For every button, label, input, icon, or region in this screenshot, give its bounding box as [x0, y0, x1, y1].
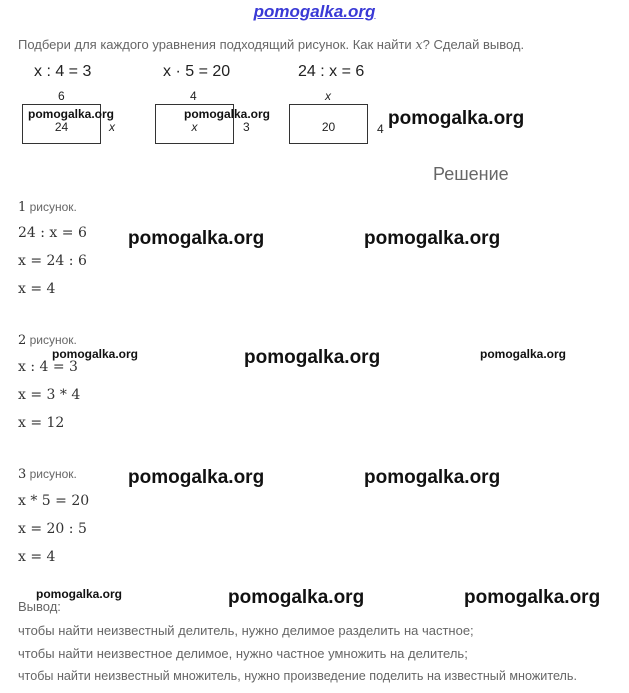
watermark: pomogalka.org	[52, 347, 139, 361]
solution-1-line-3: x = 4	[18, 281, 56, 297]
watermark: pomogalka.org	[364, 467, 501, 488]
solution-heading: Решение	[433, 164, 509, 184]
conclusion-line-1: чтобы найти неизвестный делитель, нужно делимое разделить на частное;	[18, 623, 474, 638]
site-title-link[interactable]: pomogalka.org	[253, 2, 376, 21]
conclusion-line-3: чтобы найти неизвестный множитель, нужно произведение поделить на известный множитель.	[18, 669, 577, 683]
solution-2-line-1: x : 4 = 3	[18, 359, 78, 375]
watermark: pomogalka.org	[464, 587, 601, 608]
watermark: pomogalka.org	[480, 347, 567, 361]
figure-1-inside-label: 24	[54, 120, 69, 134]
watermark: pomogalka.org	[184, 107, 271, 121]
task-text: Подбери для каждого уравнения подходящий рисунок. Как найти x? Сделай вывод.	[18, 37, 525, 53]
figure-3-side-label: 4	[377, 122, 384, 136]
watermark: pomogalka.org	[388, 108, 525, 129]
solution-1-line-2: x = 24 : 6	[18, 253, 87, 269]
solution-2-label: 2 рисунок.	[18, 333, 77, 348]
conclusion-title: Вывод:	[18, 599, 61, 614]
solution-2-line-2: x = 3 * 4	[18, 387, 81, 403]
equation-2: x · 5 = 20	[163, 63, 231, 80]
figure-1-side-label: x	[109, 120, 115, 134]
watermark: pomogalka.org	[128, 228, 265, 249]
solution-3-line-1: x * 5 = 20	[18, 493, 90, 509]
watermark: pomogalka.org	[244, 347, 381, 368]
solution-1-label: 1 рисунок.	[18, 200, 77, 215]
conclusion-line-2: чтобы найти неизвестное делимое, нужно частное умножить на делитель;	[18, 646, 468, 661]
figure-1-top-label: 6	[58, 89, 65, 103]
watermark: pomogalka.org	[128, 467, 265, 488]
figure-2-top-label: 4	[190, 89, 197, 103]
solution-1-line-1: 24 : x = 6	[18, 225, 87, 241]
figure-3-inside-label: 20	[321, 120, 336, 134]
figure-2-side-label: 3	[243, 120, 250, 134]
watermark: pomogalka.org	[36, 587, 123, 601]
solution-2-line-3: x = 12	[18, 415, 65, 431]
equation-3: 24 : x = 6	[298, 63, 365, 80]
watermark: pomogalka.org	[364, 228, 501, 249]
equation-1: x : 4 = 3	[34, 63, 92, 80]
figure-2-inside-label: x	[191, 120, 198, 134]
watermark: pomogalka.org	[228, 587, 365, 608]
solution-3-label: 3 рисунок.	[18, 467, 77, 482]
solution-3-line-3: x = 4	[18, 549, 56, 565]
solution-3-line-2: x = 20 : 5	[18, 521, 87, 537]
watermark: pomogalka.org	[28, 107, 115, 121]
figure-3-top-label: x	[325, 89, 331, 103]
